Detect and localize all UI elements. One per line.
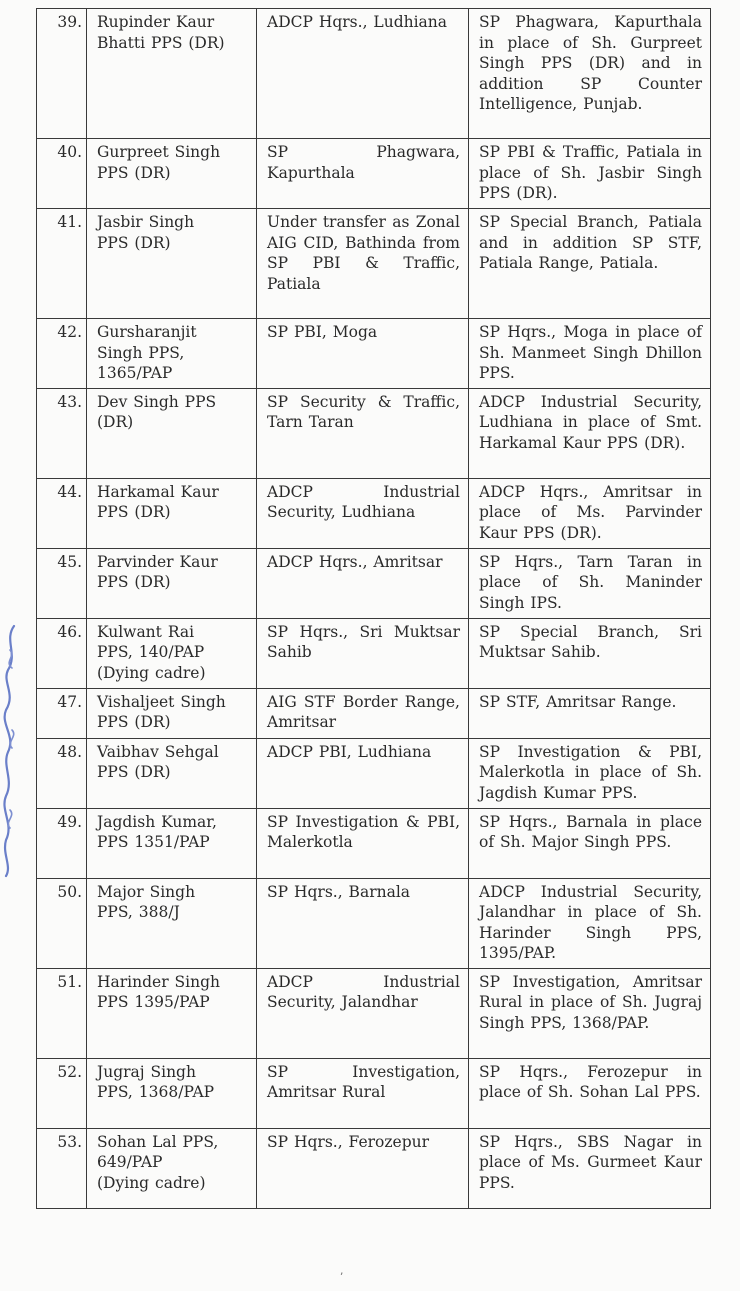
new-posting: ADCP Hqrs., Amritsar in place of Ms. Parvinder Kaur PPS (DR). xyxy=(469,478,711,548)
table-row xyxy=(37,209,711,319)
table-row xyxy=(37,388,711,478)
officer-name-line: Gursharanjit xyxy=(97,323,197,341)
table-row xyxy=(37,688,711,738)
officer-name-line: 1365/PAP xyxy=(97,364,173,382)
present-posting: ADCP PBI, Ludhiana xyxy=(257,738,469,808)
officer-name-line: PPS (DR) xyxy=(97,503,171,521)
serial-number: 51. xyxy=(37,968,87,1058)
table-row xyxy=(37,878,711,968)
table-row xyxy=(37,139,711,209)
officer-name-line: Singh PPS, xyxy=(97,343,185,362)
new-posting: SP PBI & Traffic, Patiala in place of Sh. Jasbir Singh PPS (DR). xyxy=(469,139,711,209)
officer-name-line: (Dying cadre) xyxy=(97,663,206,682)
present-posting: SP Investigation & PBI, Malerkotla xyxy=(257,808,469,878)
table-row xyxy=(37,808,711,878)
transfer-table xyxy=(36,8,711,1209)
present-posting: ADCP Hqrs., Ludhiana xyxy=(257,9,469,139)
serial-number: 52. xyxy=(37,1058,87,1128)
officer-name-line: Jasbir Singh xyxy=(97,213,195,231)
serial-number: 45. xyxy=(37,548,87,618)
officer-name-line: Parvinder Kaur xyxy=(97,552,218,571)
serial-number: 44. xyxy=(37,478,87,548)
table-row xyxy=(37,738,711,808)
new-posting: SP Phagwara, Kapurthala in place of Sh. Gurpreet Singh PPS (DR) and in addition SP Counter Intelligence, Punjab. xyxy=(469,9,711,139)
serial-number: 53. xyxy=(37,1128,87,1208)
officer-name-line: Sohan Lal PPS, xyxy=(97,1132,219,1151)
new-posting: SP STF, Amritsar Range. xyxy=(469,688,711,738)
new-posting: SP Special Branch, Sri Muktsar Sahib. xyxy=(469,618,711,688)
present-posting: SP Hqrs., Ferozepur xyxy=(257,1128,469,1208)
table-row xyxy=(37,478,711,548)
serial-number: 47. xyxy=(37,688,87,738)
serial-number: 40. xyxy=(37,139,87,209)
serial-number: 43. xyxy=(37,388,87,478)
officer-name xyxy=(87,968,257,1058)
serial-number: 39. xyxy=(37,9,87,139)
present-posting: SP Investigation, Amritsar Rural xyxy=(257,1058,469,1128)
present-posting: Under transfer as Zonal AIG CID, Bathinda from SP PBI & Traffic, Patiala xyxy=(257,209,469,319)
serial-number: 50. xyxy=(37,878,87,968)
officer-name-line: Major Singh xyxy=(97,882,196,901)
table-row xyxy=(37,548,711,618)
present-posting: SP Security & Traffic, Tarn Taran xyxy=(257,388,469,478)
officer-name xyxy=(87,688,257,738)
officer-name-line: 649/PAP xyxy=(97,1153,163,1171)
officer-name xyxy=(87,139,257,209)
table-row xyxy=(37,618,711,688)
new-posting: SP Investigation & PBI, Malerkotla in place of Sh. Jagdish Kumar PPS. xyxy=(469,738,711,808)
present-posting: SP Hqrs., Sri Muktsar Sahib xyxy=(257,618,469,688)
signature-stroke xyxy=(0,620,22,880)
officer-name-line: PPS (DR) xyxy=(97,763,171,781)
officer-name xyxy=(87,878,257,968)
new-posting: SP Hqrs., Tarn Taran in place of Sh. Maninder Singh IPS. xyxy=(469,548,711,618)
officer-name-line: PPS (DR) xyxy=(97,713,171,731)
serial-number: 41. xyxy=(37,209,87,319)
officer-name-line: Dev Singh PPS xyxy=(97,392,217,411)
officer-name-line: Harinder Singh xyxy=(97,972,221,991)
officer-name-line: Bhatti PPS (DR) xyxy=(97,33,225,52)
officer-name-line: PPS, 140/PAP xyxy=(97,643,205,661)
new-posting: SP Hqrs., Barnala in place of Sh. Major Singh PPS. xyxy=(469,808,711,878)
officer-name xyxy=(87,209,257,319)
new-posting: ADCP Industrial Security, Jalandhar in place of Sh. Harinder Singh PPS, 1395/PAP. xyxy=(469,878,711,968)
officer-name xyxy=(87,618,257,688)
scan-speck: ’ xyxy=(340,1272,344,1283)
table-row xyxy=(37,9,711,139)
table-row xyxy=(37,1058,711,1128)
officer-name xyxy=(87,9,257,139)
officer-name xyxy=(87,388,257,478)
serial-number: 42. xyxy=(37,319,87,389)
new-posting: SP Special Branch, Patiala and in addition SP STF, Patiala Range, Patiala. xyxy=(469,209,711,319)
officer-name-line: Jagdish Kumar, xyxy=(97,812,217,831)
officer-name-line: PPS, 388/J xyxy=(97,903,180,921)
present-posting: SP Phagwara, Kapurthala xyxy=(257,139,469,209)
new-posting: ADCP Industrial Security, Ludhiana in place of Smt. Harkamal Kaur PPS (DR). xyxy=(469,388,711,478)
new-posting: SP Investigation, Amritsar Rural in place of Sh. Jugraj Singh PPS, 1368/PAP. xyxy=(469,968,711,1058)
officer-name-line: (DR) xyxy=(97,413,134,431)
present-posting: SP PBI, Moga xyxy=(257,319,469,389)
officer-name-line: PPS (DR) xyxy=(97,233,171,252)
present-posting: SP Hqrs., Barnala xyxy=(257,878,469,968)
present-posting: ADCP Industrial Security, Jalandhar xyxy=(257,968,469,1058)
officer-name xyxy=(87,1058,257,1128)
officer-name-line: PPS (DR) xyxy=(97,573,171,591)
table-row xyxy=(37,1128,711,1208)
officer-name-line: (Dying cadre) xyxy=(97,1173,206,1192)
officer-name-line: Rupinder Kaur xyxy=(97,13,215,31)
table-row xyxy=(37,968,711,1058)
transfer-table-body xyxy=(37,9,711,1209)
officer-name xyxy=(87,808,257,878)
present-posting: AIG STF Border Range, Amritsar xyxy=(257,688,469,738)
officer-name xyxy=(87,1128,257,1208)
officer-name xyxy=(87,478,257,548)
officer-name-line: Harkamal Kaur xyxy=(97,482,219,501)
new-posting: SP Hqrs., Moga in place of Sh. Manmeet Singh Dhillon PPS. xyxy=(469,319,711,389)
officer-name-line: PPS (DR) xyxy=(97,163,171,182)
officer-name-line: Vaibhav Sehgal xyxy=(97,742,219,761)
officer-name-line: Jugraj Singh xyxy=(97,1062,196,1081)
serial-number: 48. xyxy=(37,738,87,808)
officer-name-line: Kulwant Rai xyxy=(97,622,195,641)
present-posting: ADCP Industrial Security, Ludhiana xyxy=(257,478,469,548)
officer-name-line: PPS 1351/PAP xyxy=(97,833,210,851)
officer-name-line: PPS 1395/PAP xyxy=(97,993,210,1011)
new-posting: SP Hqrs., SBS Nagar in place of Ms. Gurmeet Kaur PPS. xyxy=(469,1128,711,1208)
serial-number: 49. xyxy=(37,808,87,878)
officer-name xyxy=(87,319,257,389)
officer-name xyxy=(87,738,257,808)
officer-name-line: PPS, 1368/PAP xyxy=(97,1083,215,1101)
table-row xyxy=(37,319,711,389)
officer-name-line: Vishaljeet Singh xyxy=(97,692,226,711)
officer-name-line: Gurpreet Singh xyxy=(97,143,221,161)
new-posting: SP Hqrs., Ferozepur in place of Sh. Sohan Lal PPS. xyxy=(469,1058,711,1128)
officer-name xyxy=(87,548,257,618)
serial-number: 46. xyxy=(37,618,87,688)
present-posting: ADCP Hqrs., Amritsar xyxy=(257,548,469,618)
